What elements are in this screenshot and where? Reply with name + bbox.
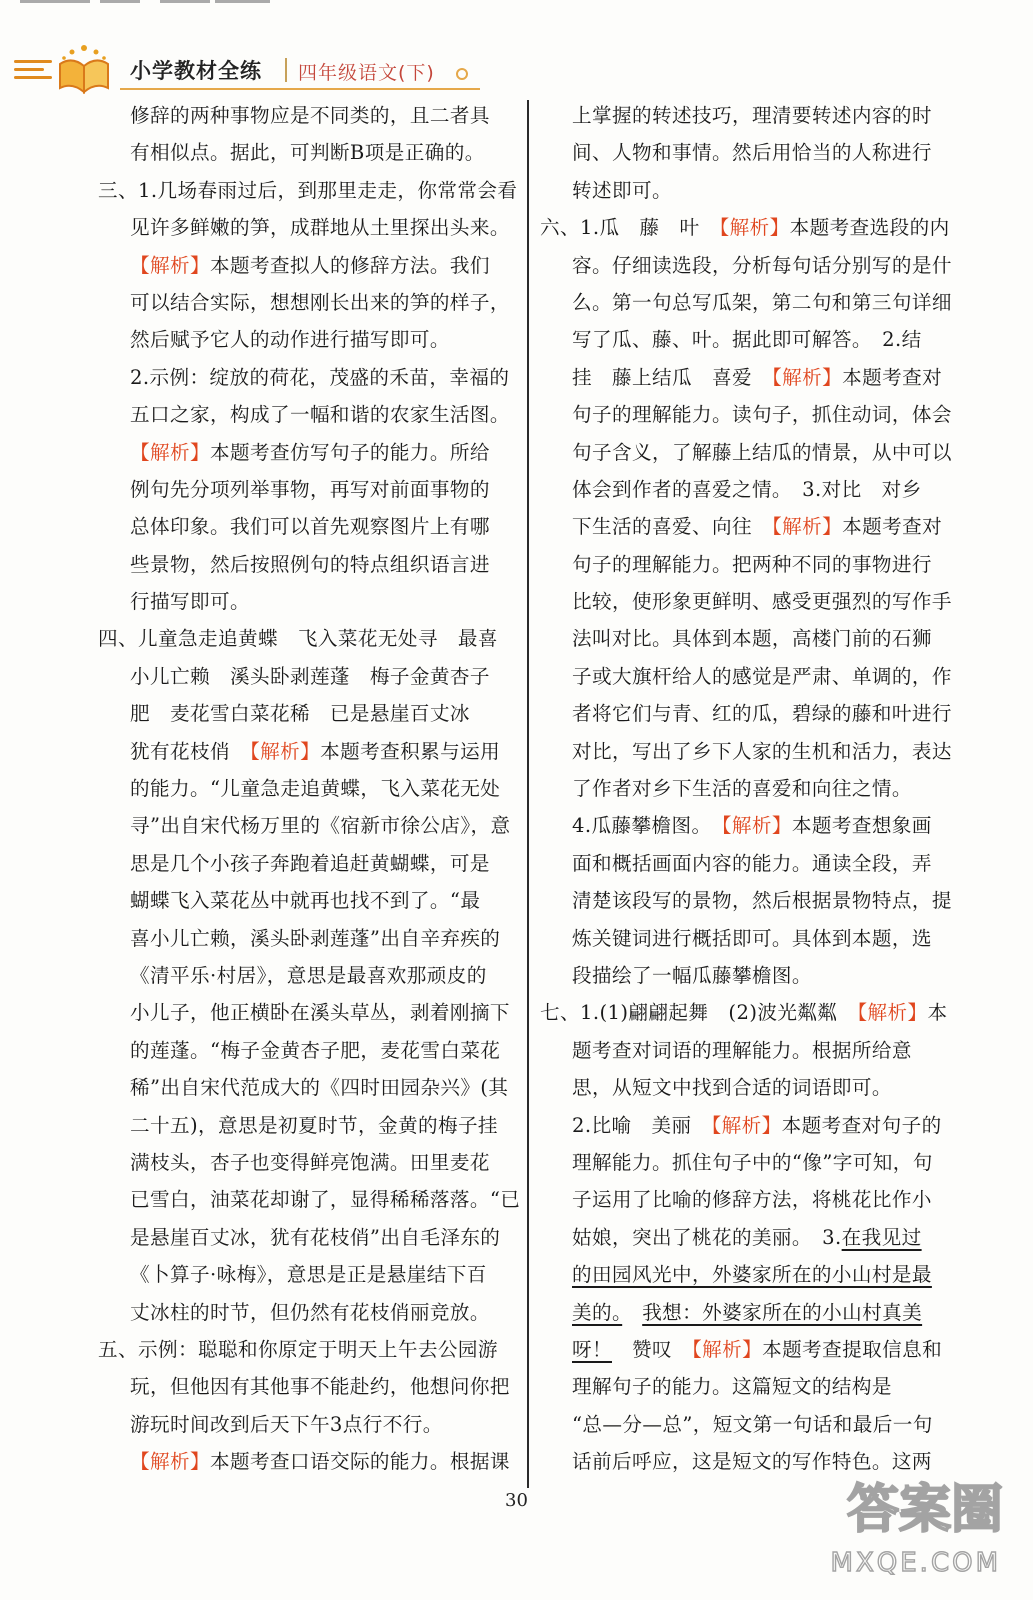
right-text-line: 七、1.(1)翩翩起舞 (2)波光粼粼 【解析】本 (540, 1001, 948, 1025)
right-text-line: 法叫对比。具体到本题，高楼门前的石狮 (572, 627, 932, 651)
analysis-tag: 【解析】 (857, 1001, 928, 1025)
left-column (98, 97, 521, 1480)
right-text-line: 者将它们与青、红的瓜，碧绿的藤和叶进行 (572, 702, 952, 726)
left-text-line: 四、儿童急走追黄蝶 飞入菜花无处寻 最喜 (98, 627, 498, 651)
right-column (540, 97, 960, 1480)
right-text-line: 话前后呼应，这是短文的写作特色。这两 (572, 1450, 932, 1474)
left-text-line: 游玩时间改到后天下午3点行不行。 (130, 1412, 443, 1436)
right-text-line: 子或大旗杆给人的感觉是严肃、单调的，作 (572, 664, 952, 688)
page-header (0, 0, 1033, 100)
watermark-logo (823, 1482, 1023, 1592)
underlined-answer: 呀！ (572, 1337, 612, 1361)
left-text-line: 寻”出自宋代杨万里的《宿新市徐公店》，意 (130, 814, 511, 838)
left-text-line: 满枝头，杏子也变得鲜亮饱满。田里麦花 (130, 1150, 490, 1174)
right-text-line: 挂 藤上结瓜 喜爱 【解析】本题考查对 (572, 365, 943, 389)
open-book-icon (52, 44, 116, 96)
left-text-line: 【解析】本题考查拟人的修辞方法。我们 (130, 253, 490, 277)
analysis-tag: 【解析】 (691, 1337, 763, 1361)
left-text-line: 思是几个小孩子奔跑着追赶黄蝴蝶，可是 (130, 851, 490, 875)
right-text-line: 句子的理解能力。读句子，抓住动词，体会 (572, 403, 952, 427)
book-title: 小学教材全练 (130, 59, 262, 83)
left-text-line: 的莲蓬。“梅子金黄杏子肥，麦花雪白菜花 (130, 1038, 501, 1062)
left-text-line: 喜小儿亡赖，溪头卧剥莲蓬”出自辛弃疾的 (130, 926, 501, 950)
subject-label: 四年级语文(下) (298, 62, 435, 84)
left-text-line: 【解析】本题考查口语交际的能力。根据课 (130, 1450, 510, 1474)
left-text-line: 稀”出自宋代范成大的《四时田园杂兴》(其 (130, 1076, 509, 1100)
left-text-line: 有相似点。据此，可判断B项是正确的。 (130, 141, 485, 165)
left-text-line: 小儿亡赖 溪头卧剥莲蓬 梅子金黄杏子 (130, 664, 490, 688)
right-text-line: 容。仔细读选段，分析每句话分别写的是什 (572, 253, 952, 277)
left-text-line: 行描写即可。 (130, 590, 250, 614)
right-text-line: 炼关键词进行概括即可。具体到本题，选 (572, 926, 932, 950)
analysis-tag: 【解析】 (721, 814, 792, 838)
right-text-line: 2.比喻 美丽 【解析】本题考查对句子的 (572, 1113, 942, 1137)
left-text-line: 总体印象。我们可以首先观察图片上有哪 (130, 515, 490, 539)
right-text-line: 呀！ 赞叹 【解析】本题考查提取信息和 (572, 1337, 943, 1361)
right-text-line: 下生活的喜爱、向往 【解析】本题考查对 (572, 515, 943, 539)
analysis-tag: 【解析】 (130, 253, 210, 277)
left-text-line: 的能力。“儿童急走追黄蝶，飞入菜花无处 (130, 777, 501, 801)
left-text-line: 《卜算子·咏梅》，意思是正是悬崖结下百 (130, 1263, 487, 1287)
watermark-chinese: 答案圈 (846, 1480, 1003, 1540)
top-edge-marks (0, 0, 300, 10)
left-text-line: 2.示例：绽放的荷花，茂盛的禾苗，幸福的 (130, 365, 510, 389)
right-text-line: 理解句子的能力。这篇短文的结构是 (572, 1375, 892, 1399)
right-text-line: 么。第一句总写瓜架，第二句和第三句详细 (572, 290, 952, 314)
left-text-line: 是悬崖百丈冰，犹有花枝俏”出自毛泽东的 (130, 1225, 501, 1249)
right-text-line: 面和概括画面内容的能力。通读全段，弄 (572, 851, 932, 875)
left-text-line: 犹有花枝俏 【解析】本题考查积累与运用 (130, 739, 501, 763)
left-text-line: 二十五)，意思是初夏时节，金黄的梅子挂 (130, 1113, 498, 1137)
right-text-line: 4.瓜藤攀檐图。 【解析】本题考查想象画 (572, 814, 932, 838)
left-text-line: 三、1.几场春雨过后，到那里走走，你常常会看 (98, 178, 518, 202)
right-text-line: 间、人物和事情。然后用恰当的人称进行 (572, 141, 932, 165)
underlined-answer: 的田园风光中，外婆家所在的小山村是最 (572, 1263, 932, 1287)
right-text-line (540, 1294, 960, 1331)
left-text-line: 小儿子，他正横卧在溪头草丛，剥着刚摘下 (130, 1001, 510, 1025)
right-text-line: 对比，写出了乡下人家的生机和活力，表达 (572, 739, 952, 763)
right-text-line: 写了瓜、藤、叶。据此即可解答。 2.结 (572, 328, 922, 352)
right-text-line: 思，从短文中找到合适的词语即可。 (572, 1076, 892, 1100)
column-divider (527, 100, 529, 1488)
left-text-line: 肥 麦花雪白菜花稀 已是悬崖百丈冰 (130, 702, 470, 726)
right-text-line: 理解能力。抓住句子中的“像”字可知，句 (572, 1150, 933, 1174)
left-text-line: 些景物，然后按照例句的特点组织语言进 (130, 552, 490, 576)
right-text-line: 题考查对词语的理解能力。根据所给意 (572, 1038, 912, 1062)
analysis-tag: 【解析】 (249, 739, 321, 763)
right-text-line: 转述即可。 (572, 178, 672, 202)
left-text-line: 五口之家，构成了一幅和谐的农家生活图。 (130, 403, 510, 427)
right-text-line: 比较，使形象更鲜明、感受更强烈的写作手 (572, 590, 952, 614)
left-text-line: 例句先分项列举事物，再写对前面事物的 (130, 477, 490, 501)
page-number: 30 (505, 1490, 528, 1511)
underlined-answer: 我想：外婆家所在的小山村真美 (642, 1300, 923, 1324)
analysis-tag: 【解析】 (711, 1113, 782, 1137)
left-text-line: 已雪白，油菜花却谢了，显得稀稀落落。“已 (130, 1188, 521, 1212)
left-text-line: 见许多鲜嫩的笋，成群地从土里探出头来。 (130, 216, 510, 240)
analysis-tag: 【解析】 (130, 1450, 210, 1474)
header-underline (120, 88, 480, 90)
left-text-line: 【解析】本题考查仿写句子的能力。所给 (130, 440, 490, 464)
analysis-tag: 【解析】 (719, 216, 790, 240)
right-text-line: 姑娘，突出了桃花的美丽。 3.在我见过 (572, 1225, 922, 1249)
left-text-line: 然后赋予它人的动作进行描写即可。 (130, 328, 450, 352)
right-text-line: “总—分—总”，短文第一句话和最后一句 (572, 1412, 933, 1436)
header-dot-ornament (456, 68, 468, 80)
analysis-tag: 【解析】 (771, 515, 843, 539)
right-text-line: 句子的理解能力。把两种不同的事物进行 (572, 552, 932, 576)
right-text-line (540, 1256, 960, 1293)
right-text-line: 体会到作者的喜爱之情。 3.对比 对乡 (572, 477, 922, 501)
left-text-line: 丈冰柱的时节，但仍然有花枝俏丽竞放。 (130, 1300, 490, 1324)
header-separator (285, 58, 287, 82)
right-text-line: 上掌握的转述技巧，理清要转述内容的时 (572, 104, 932, 127)
right-text-line: 了作者对乡下生活的喜爱和向往之情。 (572, 777, 912, 801)
right-text-line: 六、1.瓜 藤 叶 【解析】本题考查选段的内 (540, 216, 950, 240)
right-text-line: 句子含义，了解藤上结瓜的情景，从中可以 (572, 440, 952, 464)
watermark-url: MXQE.COM (830, 1548, 1001, 1578)
left-text-line: 五、示例：聪聪和你原定于明天上午去公园游 (98, 1337, 498, 1361)
right-text-line: 清楚该段写的景物，然后根据景物特点，提 (572, 889, 952, 913)
left-text-line: 蝴蝶飞入菜花丛中就再也找不到了。“最 (130, 889, 481, 913)
left-text-line: 《清平乐·村居》，意思是最喜欢那顽皮的 (130, 963, 487, 987)
left-text-line: 修辞的两种事物应是不同类的，且二者具 (130, 104, 490, 127)
analysis-tag: 【解析】 (771, 365, 843, 389)
left-text-line: 可以结合实际，想想刚长出来的笋的样子， (130, 290, 510, 314)
right-text-line: 段描绘了一幅瓜藤攀檐图。 (572, 963, 812, 987)
analysis-tag: 【解析】 (130, 440, 210, 464)
underlined-answer: 美的。 (572, 1300, 623, 1324)
left-text-line: 玩，但他因有其他事不能赴约，他想问你把 (130, 1375, 510, 1399)
underlined-answer: 在我见过 (841, 1225, 922, 1249)
right-text-line: 子运用了比喻的修辞方法，将桃花比作小 (572, 1188, 932, 1212)
